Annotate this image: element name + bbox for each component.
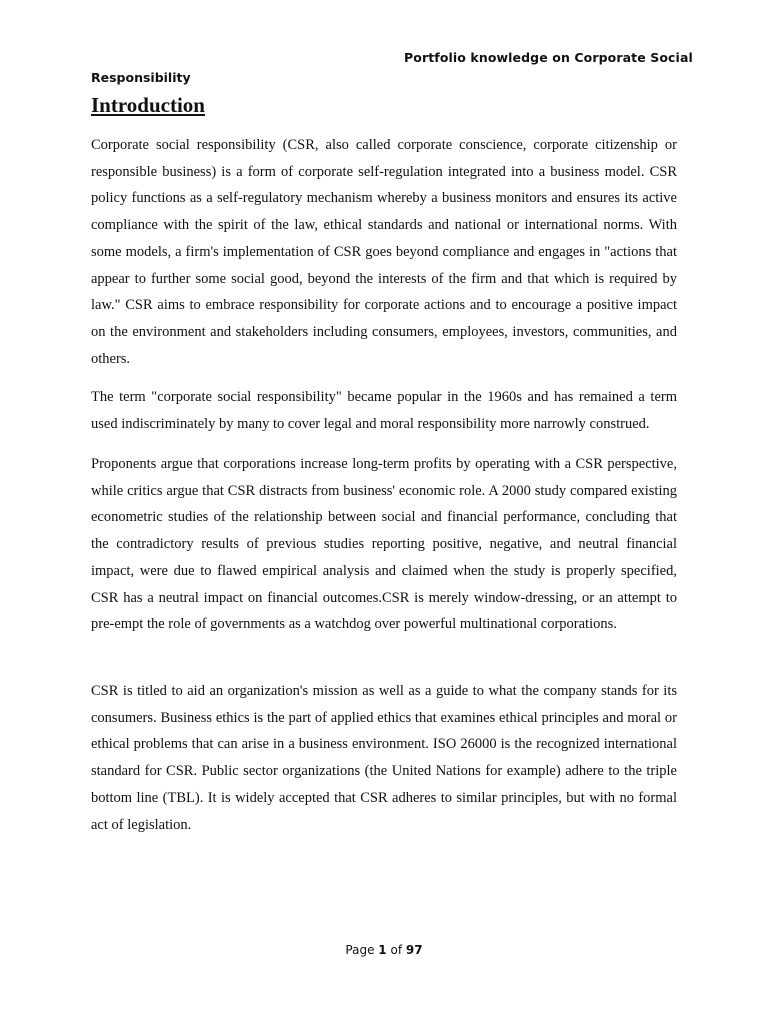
paragraph: Proponents argue that corporations increase long-term profits by operating with a CSR perspective, while critics argue that CSR distracts from business' economic role. A 2000 study compared existing econometric studies of the relationship between social and financial performance, concluding that the contradictory results of previous studies reporting positive, negative, and neutral financial impact, were due to flawed empirical analysis and claimed when the study is properly specified, CSR has a neutral impact on financial outcomes.CSR is merely window-dressing, or an attempt to pre-empt the role of governments as a watchdog over powerful multinational corporations. [91, 456, 677, 633]
total-pages-number: 97 [405, 943, 423, 957]
current-page-number: 1 [378, 943, 387, 957]
header-title-line1: Portfolio knowledge on Corporate Social [404, 50, 693, 65]
section-heading: Introduction [91, 93, 205, 117]
of-word: of [390, 943, 403, 957]
page-word: Page [345, 943, 375, 957]
paragraph: Corporate social responsibility (CSR, also called corporate conscience, corporate citizenship or responsible business) is a form of corporate self-regulation integrated into a business model. CSR policy functions as a self-regulatory mechanism whereby a business monitors and ensures its active compliance with the spirit of the law, ethical standards and national or international norms. With some models, a firm's implementation of CSR goes beyond compliance and engages in "actions that appear to further some social good, beyond the interests of the firm and that which is required by law." CSR aims to embrace responsibility for corporate actions and to encourage a positive impact on the environment and stakeholders including consumers, employees, investors, communities, and others. [91, 137, 677, 367]
paragraph: CSR is titled to aid an organization's mission as well as a guide to what the company stands for its consumers. Business ethics is the part of applied ethics that examines ethical principles and moral or ethical problems that can arise in a business environment. ISO 26000 is the recognized international standard for CSR. Public sector organizations (the United Nations for example) adhere to the triple bottom line (TBL). It is widely accepted that CSR adheres to similar principles, but with no formal act of legislation. [91, 683, 677, 833]
paragraph: The term "corporate social responsibility" became popular in the 1960s and has remained a term used indiscriminately by many to cover legal and moral responsibility more narrowly construed. [91, 389, 677, 432]
page-footer [0, 943, 768, 957]
header-title-line2: Responsibility [91, 70, 191, 85]
